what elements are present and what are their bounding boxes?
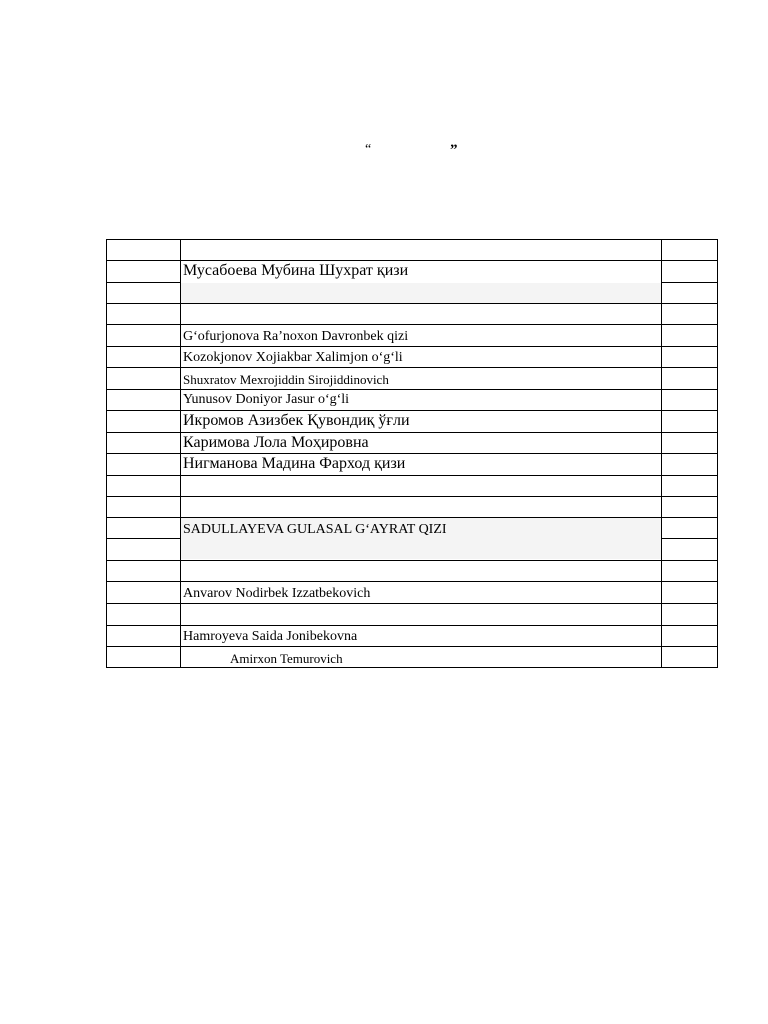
student-name: Yunusov Doniyor Jasur o‘g‘li xyxy=(183,392,350,407)
student-name: Shuxratov Mexrojiddin Sirojiddinovich xyxy=(183,372,389,387)
student-name: Мусабоева Мубина Шухрат қизи xyxy=(183,262,409,279)
student-name: Hamroyeva Saida Jonibekovna xyxy=(183,629,358,644)
student-name: G‘ofurjonova Ra’noxon Davronbek qizi xyxy=(183,329,409,344)
student-name: Kozokjonov Xojiakbar Xalimjon o‘g‘li xyxy=(183,350,403,365)
opening-quote: “ xyxy=(365,142,372,157)
student-name: SADULLAYEVA GULASAL G‘AYRAT QIZI xyxy=(183,522,447,537)
student-name: Икромов Азизбек Қувондиқ ўғли xyxy=(183,412,410,429)
shaded-cell xyxy=(181,283,661,303)
student-name: Нигманова Мадина Фарход қизи xyxy=(183,455,406,472)
closing-quote: ” xyxy=(450,142,458,158)
student-name: Anvarov Nodirbek Izzatbekovich xyxy=(183,586,371,601)
student-table xyxy=(106,239,718,668)
student-name: Каримова Лола Моҳировна xyxy=(183,434,369,451)
student-name: Amirxon Temurovich xyxy=(230,651,343,666)
